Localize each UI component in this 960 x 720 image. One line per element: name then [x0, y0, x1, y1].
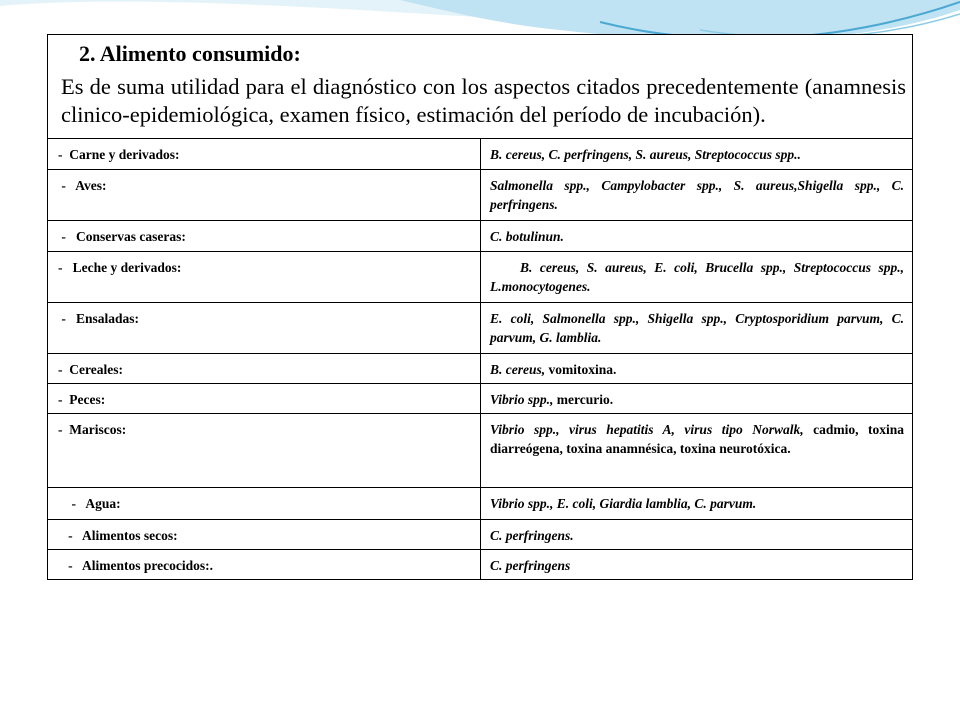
food-category: - Alimentos precocidos:. — [48, 550, 481, 579]
table-header — [48, 35, 912, 139]
food-category: - Agua: — [48, 488, 481, 519]
table-row — [48, 251, 912, 302]
food-category: - Conservas caseras: — [48, 221, 481, 251]
agent-text: E. coli, Salmonella spp., Shigella spp., Cryptosporidium parvum, C. parvum, G. lamblia. — [490, 311, 908, 345]
table-row — [48, 549, 912, 579]
food-category: - Ensaladas: — [48, 303, 481, 353]
food-category: - Alimentos secos: — [48, 520, 481, 549]
table-row — [48, 169, 912, 220]
agents-cell — [481, 550, 912, 579]
table-row — [48, 487, 912, 519]
agent-text: B. cereus, C. perfringens, S. aureus, Streptococcus spp.. — [490, 147, 801, 162]
agents-cell — [481, 488, 912, 519]
agents-cell — [481, 520, 912, 549]
agent-text: cadmio, toxina diarreógena, toxina anamnésica, toxina neurotóxica. — [490, 422, 908, 456]
agents-cell — [481, 170, 912, 220]
agents-cell — [481, 384, 912, 413]
table-row — [48, 383, 912, 413]
agents-cell — [481, 354, 912, 383]
food-category: - Aves: — [48, 170, 481, 220]
table-row — [48, 220, 912, 251]
agent-text: Vibrio spp., virus hepatitis A, virus tipo Norwalk, — [490, 422, 814, 437]
table-row — [48, 139, 912, 169]
agent-text: mercurio. — [556, 392, 614, 407]
section-heading: 2. Alimento consumido: — [79, 41, 301, 66]
agent-text: Vibrio spp., E. coli, Giardia lamblia, C. parvum. — [490, 496, 757, 511]
food-category: - Leche y derivados: — [48, 252, 481, 302]
table-body — [48, 139, 912, 579]
agent-text: C. botulinun. — [490, 229, 564, 244]
food-table — [47, 34, 913, 580]
agent-text: Vibrio spp., — [490, 392, 557, 407]
food-category: - Carne y derivados: — [48, 139, 481, 169]
agent-text: C. perfringens — [490, 558, 571, 573]
agents-cell — [481, 252, 912, 302]
agents-cell — [481, 139, 912, 169]
food-category: - Peces: — [48, 384, 481, 413]
agent-text: B. cereus, S. aureus, E. coli, Brucella spp., Streptococcus spp., L.monocytogenes. — [490, 260, 911, 294]
agents-cell — [481, 303, 912, 353]
table-row — [48, 353, 912, 383]
agent-text: Salmonella spp., Campylobacter spp., S. aureus,Shigella spp., C. perfringens. — [490, 178, 908, 212]
food-category: - Cereales: — [48, 354, 481, 383]
table-row — [48, 413, 912, 487]
agents-cell — [481, 221, 912, 251]
agent-text: C. perfringens. — [490, 528, 574, 543]
agent-text: vomitoxina. — [548, 362, 617, 377]
food-category: - Mariscos: — [48, 414, 481, 487]
table-row — [48, 519, 912, 549]
agent-text: B. cereus, — [490, 362, 549, 377]
intro-paragraph: Es de suma utilidad para el diagnóstico con los aspectos citados precedentemente (anamnesis clinico-epidemiológica, examen físico, estimación del período de incubación). — [61, 74, 906, 127]
agents-cell — [481, 414, 912, 487]
table-row — [48, 302, 912, 353]
